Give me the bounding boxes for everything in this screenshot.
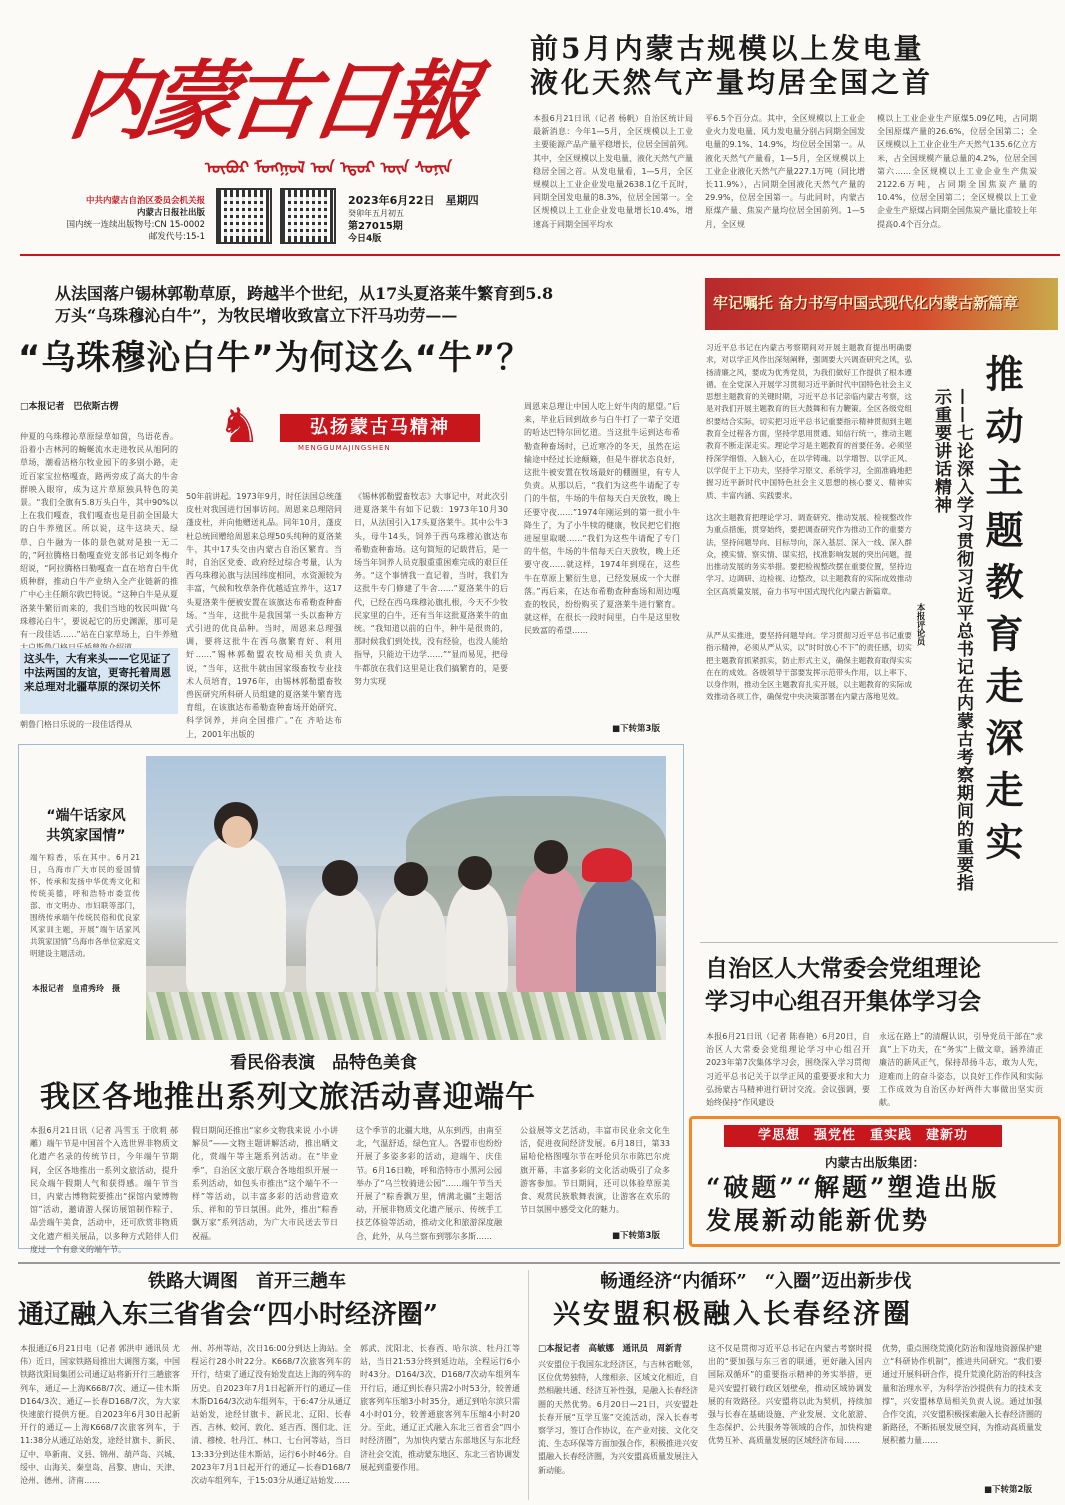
npc-headline-line2: 学习中心组召开集体学习会 [705, 988, 981, 1015]
npc-headline [705, 952, 1057, 1018]
commentary-text-b: 这次主题教育把理论学习、调查研究、推动发展、检视整改作为重点措施，贯穿始终，要把调查研究作为推动工作的重要方法，坚持问题导向、目标导向，深入基层、深入一线、深入群众，摸实情、察实情、谋实招，找准影响发展的突出问题，提出推动发展的务实举措。要把检视整改摆在重要位置，坚持边学习、边调研、边检视、边整改，以主题教育的实际成效推动全区高质量发展，奋力书写中国式现代化内蒙古新篇章。 [706, 513, 912, 596]
npc-headline-line1: 自治区人大常委会党组理论 [705, 955, 981, 982]
mongol-horse-banner [218, 400, 478, 462]
xingan-headline: 兴安盟积极融入长春经济圈 [553, 1299, 913, 1330]
top-story-headline-line1: 前5月内蒙古规模以上发电量 [530, 32, 925, 65]
commentary-byline: 本报评论员 [915, 603, 925, 646]
festival-continued[interactable]: ■下转第3版 [612, 1231, 660, 1241]
masthead-title: 内蒙古日報 [63, 51, 478, 152]
masthead-mongolian-title: ᠦᠪᠦᠷ ᠮᠣᠩᠭᠣᠯ ᠤᠨ ᠡᠳᠦᠷ ᠦᠨ ᠰᠣᠨᠢᠨ [205, 158, 452, 177]
festival-sidebar-title [33, 806, 139, 846]
publishing-slogan: 学思想 强党性 重实践 建新功 [724, 1125, 1002, 1147]
masthead-postal-code: 邮发代号:15-1 [148, 232, 205, 242]
cattle-col3: 《锡林郭勒盟畜牧志》大事记中，对此次引进夏洛莱牛有如下记载：1973年10月30日，从法国引入17头夏洛莱牛。其中公牛3头，母牛14头，饲养于西乌珠穆沁旗达布希勒查种畜场。这句简短的记载背后，是一场当年饲养人员克服重重困难完成的艰巨任务。“这个事情我一直记着，当时，我们为这批牛专门修建了牛舍……”夏洛莱牛的后代，已经在西乌珠穆沁旗扎根，今天不少牧民家里的白牛，还有当年这批夏洛莱牛的血统。“我知道以前的白牛，种牛是很贵的，那时候我们到处找，没有经验，也没人能给指导，只能边干边学……”“显而易见，把母牛都放在我们这里是让我们搞繁育的，是要努力实现 [354, 492, 508, 686]
masthead-pages: 今日4版 [348, 234, 382, 244]
commentary-banner [705, 278, 1058, 330]
railway-kicker: 铁路大调图 首开三趟车 [148, 1271, 346, 1292]
masthead-divider [20, 254, 1060, 256]
red-hat-icon [582, 848, 632, 882]
festival-sidebar-title-line1: “端午话家风 [46, 808, 126, 824]
xingan-byline: □本报记者 高敏娜 通讯员 周新青 [538, 1344, 683, 1354]
banner-title: 弘扬蒙古马精神 [280, 414, 480, 442]
cattle-col1a: 仲夏的乌珠穆沁草原绿草如茵，鸟语花香。沿着小吉林河的蜿蜒流水走进牧民从旭阿的草场，潮看洁格尔牧业园下的多别小路，走近百家宝拉格嘎查，路两旁成了高大的牛舍群映入眼帘，成为这片草原独具特色的美景。“我们全旗有5.8万头白牛，其中90%以上在我们嘎查，我们嘎查也是目前全国最大的白牛养殖区。所以说，这牛这块天、绿草、白牛融为一体的景色就对是独一无二的，”阿拉腾格日勒嘎查党支部书记刘冬梅介绍说，“阿拉腾格日勒嘎查一直在培育白牛优质种群，推动白牛产业纳入全产业链新的推广中心主任额尔敦巴特说。“这种白牛是从夏洛莱牛繁衍而来的，我们当地的牧民叫做‘乌珠穆沁白牛’，要说起它的历史渊源，那可是有一段佳话……”站在白家草场上，白牛养殖 [20, 432, 178, 640]
cattle-kicker-line2: 万头“乌珠穆沁白牛”，为牧民增收致富立下汗马功劳—— [55, 306, 458, 325]
railway-col2: 州、苏州等站，次日16:00分到达上海站。全程运行28小时22分。K668/7次旅客列车的开行，结束了通辽没有始发直达上海的列车的历史。自2023年7月1日起新开行的通辽—佳木斯D164/3次动车组列车，于6:47分从通辽站始发，途经甘旗卡、新民北、辽阳、长春西、吉林、蛟河、敦化、延吉西、图们北、汪清、穆棱、牡丹江、林口、七台河等站，当日13:33分到达佳木斯站，运行6小时46分。自2023年7月1日起开行的通辽—长春D168/7次动车组列车，于15:03分从通辽站始发…… [191, 1344, 351, 1486]
festival-col2: 假日期间还推出“家乡文物我来说 小小讲解员”——文物主题讲解活动，推出晒文化，赏端午等主题系列活动。在“毕业季”，自治区文旅厅联合各地组织开展一系列活动，如包头市推出“这个端午不一样”等活动，以丰富多彩的活动营造欢乐、祥和的节日氛围。此外，推出“粽香飘万家”系列活动，为广大市民送去节日祝福。 [192, 1126, 338, 1241]
masthead-cn-number: 国内统一连续出版物号:CN 15-0002 [66, 220, 205, 230]
qr-code-1-icon[interactable] [216, 188, 272, 244]
xingan-kicker: 畅通经济“内循环” “入圈”迈出新步伐 [600, 1271, 912, 1292]
banner-pinyin: MENGGUMAJINGSHEN [298, 444, 391, 452]
qr-code-2-icon[interactable] [280, 188, 336, 244]
masthead-date: 2023年6月22日 星期四 [348, 194, 479, 207]
railway-col1: 本报通辽6月21日电（记者 郭洪申 通讯员 尤伟）近日，国家铁路局推出大调图方案，中国铁路沈阳局集团公司通辽站将新开行三趟旅客列车，通辽—上海K668/7次、通辽—佳木斯D164/3次、通辽—长春D168/7次，为大家快速旅行提供方便。自2023年6月30日起新开行的通辽—上海K668/7次旅客列车，于11:38分从通辽站始发，途经甘旗卡、新民、辽中、阜新南、义县、锦州、葫芦岛、兴城、绥中、山海关、秦皇岛、昌黎、唐山、天津、沧州、德州、济南…… [20, 1344, 180, 1486]
xingan-col3: 优势，重点围绕荒漠化防治和湿地资源保护建立“科研协作机制”，推进共同研究。“我们要通过开展科研合作，提升荒漠化防治的科技含量和治理水平，为科学治沙提供有力的技术支撑”，兴安盟林草局相关负责人说。通过加强合作交流，兴安盟积极探索融入长春经济圈的新路径，不断拓展发展空间，为推动高质量发展积蓄力量…… [882, 1344, 1042, 1446]
commentary-banner-text: 牢记嘱托 奋力书写中国式现代化内蒙古新篇章 [713, 294, 1019, 312]
commentary-text-a: 习近平总书记在内蒙古考察期间对开展主题教育提出明确要求，对以学正风作出深刻阐释，强调要大兴调查研究之风，弘扬清廉之风，要成为优秀党员，为我们做好工作提供了根本遵循。在全党深入开展学习贯彻习近平新时代中国特色社会主义思想主题教育的关键时期，习近平总书记亲临内蒙古考察，这是对我们开展主题教育的巨大鼓舞和有力鞭策。全区各级党组织要结合实际，切实把习近平总书记重要指示精神贯彻到主题教育全过程各方面，坚持学思用贯通、知信行统一，推动主题教育不断走深走实。理论学习是主题教育的首要任务。必须坚持深学细悟、入脑入心，在以学铸魂、以学增智、以学正风、以学促干上下功夫，坚持学习原文、系统学习，全面准确地把握习近平新时代中国特色社会主义思想的核心要义、精神实质、丰富内涵、实践要求。 [706, 343, 912, 500]
top-story-col2: 平6.5个百分点。其中，全区规模以上工业企业火力发电量、风力发电量分别占同期全国发电量的9.1%、14.9%，均位居全国第一。从液化天然气产量看，1—5月，全区规模以上工业企业液化天然气产量227.1万吨（同比增长11.9%），占同期全国液化天然气产量的29.9%，位居全国第一。与此同时，内蒙古原煤产量、焦炭产量均位居全国前列。1—5月，全区规 [705, 114, 865, 229]
festival-sidebar-text: 端午粽香，乐在其中。6月21日，乌海市广大市民的爱国情怀、传承和发扬中华优秀文化和传统美德，呼和浩特市委宣传部、市文明办、市妇联等部门，围绕传承端午传统民俗和优良家风家训主题，开展“端午话家风 共筑家国情”乌海市各单位家庭文明建设主题活动。 [30, 853, 140, 958]
npc-col1: 本报6月21日讯（记者 陈春艳）6月20日，自治区人大常委会党组理论学习中心组召开2023年第7次集体学习会，围绕深入学习贯彻习近平总书记关于以学正风的重要要求和大力弘扬蒙古马精神进行研讨交流。会议强调，要始终保持“作风建设 [706, 1032, 870, 1108]
publishing-headline-line1: “破题”“解题”塑造出版 [706, 1173, 1000, 1202]
publishing-org: 内蒙古出版集团： [824, 1155, 925, 1170]
masthead-publisher: 内蒙古日报社出版 [136, 208, 205, 218]
commentary-headline: 推动主题教育走深走实 [979, 354, 1024, 874]
cattle-kicker-line1: 从法国落户锡林郭勒草原，跨越半个世纪，从17头夏洛莱牛繁育到5.8 [55, 284, 554, 303]
xingan-col1: 兴安盟位于我国东北经济区，与吉林省毗邻，区位优势独特，人缘相亲、区域文化相近，自然相融共通、经济互补性强，是融入长春经济圈的天然优势。6月20日—21日，兴安盟赴长春开展“互学互鉴”交流活动，深入长春考察学习，签订合作协议，在产业对接、文化交流、生态环保等方面加强合作，积极推进兴安盟融入长春经济圈，为兴安盟高质量发展注入新动能。 [538, 1360, 698, 1475]
cattle-pull-quote: 这头牛，大有来头——它见证了中法两国的友谊，更寄托着周恩来总理对北疆草原的深切关怀 [20, 648, 178, 714]
masthead-dateline [348, 194, 508, 246]
festival-kicker: 看民俗表演 品特色美食 [230, 1053, 417, 1073]
cattle-byline: □本报记者 巴依斯古楞 [20, 402, 119, 412]
festival-sidebar-byline: 本报记者 皇甫秀玲 摄 [32, 984, 120, 993]
masthead-organ: 中共内蒙古自治区委员会机关报 [85, 196, 205, 206]
publishing-headline-line2: 发展新动能新优势 [706, 1206, 931, 1235]
top-story-headline-line2: 液化天然气产量均居全国之首 [530, 66, 934, 99]
horse-icon: ♞ [218, 398, 262, 454]
commentary-text-c: 从严从实推进，要坚持问题导向。学习贯彻习近平总书记重要指示精神，必须从严从实，以“时时放心不下”的责任感，切实把主题教育抓紧抓实，防止形式主义，确保主题教育取得实实在在的成效。各级领导干部要发挥示范带头作用，以上率下、以身作则，推动全区主题教育扎实开展，以主题教育的实际成效推动各项工作，确保党中央决策部署在内蒙古落地见效。 [706, 631, 912, 702]
cattle-col1b: 朝鲁门格日乐说的一段佳话得从 [20, 720, 132, 729]
zongzi-table [146, 992, 666, 1040]
cattle-headline: “乌珠穆沁白牛”为何这么“牛”？ [18, 338, 532, 378]
masthead-issue: 第27015期 [348, 221, 403, 232]
festival-sidebar-title-line2: 共筑家国情” [46, 828, 126, 844]
railway-headline: 通辽融入东三省省会“四小时经济圈” [18, 1300, 438, 1330]
masthead-info [60, 195, 205, 243]
npc-col2: 永远在路上”的清醒认识，引导党员干部在“求真”上下功夫，在“务实”上做文章，涵养清正廉洁的新风正气，保持昂扬斗志，敢为人先，迎难而上的奋斗姿态，以良好工作作风和实际工作成效为自治区办好两件大事做出坚实贡献。 [879, 1032, 1043, 1108]
cattle-col4: 周恩来总理让中国人吃上好牛肉的愿望。”后来，毕业后回到故乡与白牛打了一辈子交道的哈达巴特尔回忆道。当这批牛运到达布希勒查种畜场时，已近寒冷的冬天，虽然在运输途中经过长途颠簸，但是牛群状态良好，这批牛被安置在牧场最好的棚圈里，有专人负责。从那以后，“我们为这些牛请配了专门的牛倌，牛场的牛倌每天白天放牧，晚上还要守夜……”1974年刚运到的第一批小牛降生了，为了小牛犊的健康，牧民把它们抱进屋里取暖……“我们为这些牛请配了专门的牛倌，牛场的牛倌每天白天放牧，晚上还要守夜……就这样，1974年到现在，这些牛在草原上繁衍生息，已经发展成一个大群落。”再后来，在达布希勒查种畜场和周边嘎查的牧民，纷纷购买了夏洛莱牛进行繁育。就这样，在很长一段时间里，白牛是这里牧民致富的希望…… [524, 402, 680, 636]
festival-photo [146, 756, 666, 1040]
top-story-headline [530, 32, 1040, 100]
publishing-headline [706, 1171, 1056, 1237]
festival-headline: 我区各地推出系列文旅活动喜迎端午 [40, 1080, 536, 1115]
cattle-continued[interactable]: ■下转第3版 [612, 724, 660, 734]
festival-col1: 本报6月21日讯（记者 冯雪玉 于欣莉 郝雕）端午节是中国首个入选世界非物质文化遗产名录的传统节日，今年端午节期间，全区各地推出一系列文旅活动，提升民众端午假期人气和获得感。端午节当日，内蒙古博物院要推出“探馆内蒙博物馆”活动，邀请游人探访展馆制作粽子、品尝端午美食，活动中，还可欣赏非物质文化遗产相关展品，以多种方式陪伴人们度过一个有意义的端午节。 [30, 1126, 178, 1254]
cattle-kicker [55, 283, 695, 327]
top-story-col3: 模以上工业企业生产原煤5.09亿吨，占同期全国原煤产量的26.6%，位居全国第二；全区规模以上工业企业生产天然气135.6亿立方米，占全国规模产量总量的4.2%，位居全国第六……全区规模以上工业企业生产焦炭2122.6万吨，占同期全国焦炭产量的10.4%，位居全国第二；全区规模以上工业企业生产原煤占同期全国焦炭产量比重较上年提高0.4个百分点。 [877, 114, 1037, 229]
railway-col3: 郭武、沈阳北、长春西、哈尔滨、牡丹江等站，当日21:53分终到延边站，全程运行6小时43分。D164/3次、D168/7次动车组列车开行后，通辽到长春只需2小时53分，较普通旅客列车压缩3小时35分，通辽到哈尔滨只需4小时01分，较普通旅客列车压缩4小时20分。至此，通辽正式融入东北三省省会“四小时经济圈”，为加快内蒙古东部地区与东北经济社会交流，推动蒙东地区、东北三省协调发展起到重要作用。 [360, 1344, 520, 1472]
cattle-col2: 50年前讲起。1973年9月，时任法国总统蓬皮杜对我国进行国事访问。周恩来总理陪同蓬皮杜，并向他赠送礼品。同年10月，蓬皮杜总统回赠给周恩来总理50头纯种的夏洛莱牛，其中17头交由内蒙古自治区繁育。当时，自治区党委、政府经过综合考量，认为西乌珠穆沁旗与法国纬度相同，水资源较为丰富，气候和牧草条件优越适宜养牛，这17头夏洛莱牛便被安置在该旗达布希勒查种畜场。“当年，这批牛是我国第一头以畜种方式引进的优良品种。当时，周恩来总理强调，要将这批牛在西乌旗繁育好、利用好……”锡林郭勒盟农牧局相关负责人说，“当年，这批牛就由国家级畜牧专业技术人员培育，1976年，由锡林郭勒盟畜牧兽医研究所科研人员组建的夏洛莱牛繁育选育组，在该旗达布希勒查种畜场开始研究、科学饲养，并向全国推广。”在 齐哈达布 上，2001年出版的 [186, 492, 342, 739]
commentary-subheadline: ——七论深入学习贯彻习近平总书记在内蒙古考察期间的重要指示重要讲话精神 [931, 388, 973, 892]
festival-col3: 这个季节的北疆大地，从东到西，由南至北，气温舒适，绿色宜人。各盟市也纷纷开展了多姿多彩的活动，迎端午、庆佳节。6月16日晚，呼和浩特市小黑河公园举办了“乌兰牧骑进公园”……端午节当天开展了“粽香飘万里，情满北疆”主题活动，开展非物质文化遗产展示、传统手工技艺体验等活动，推动文化和旅游深度融合，此外，从乌兰察布到鄂尔多斯…… [356, 1126, 502, 1241]
publishing-highlight-frame[interactable] [689, 1116, 1061, 1247]
festival-col4: 公益展等文艺活动，丰富市民业余文化生活，促进夜间经济发展。6月18日，第33届哈伦格图嘎尔节在呼伦贝尔市陈巴尔虎旗开幕，丰富多彩的文化活动吸引了众多游客参加。节日期间，还可以体验草原美食、观赏民族歌舞表演，让游客在欢乐的节日氛围中感受文化的魅力。 [520, 1126, 670, 1215]
top-story-col1: 本报6月21日讯（记者 杨帆）自治区统计局最新消息：今年1—5月，全区规模以上工业主要能源产品产量平稳增长，位居全国前列。其中，全区规模以上发电量、液化天然气产量稳居全国之首。从发电量看，1—5月，全区规模以上工业企业发电量2638.1亿千瓦时，同期全国发电量的8.3%，位居全国第一。全区规模以上工业企业发电量增长10.4%，增速高于同期全国平均水 [533, 114, 693, 229]
masthead-lunar: 癸卯年五月初五 [348, 209, 404, 218]
xingan-continued[interactable]: ■下转第2版 [984, 1485, 1032, 1495]
xingan-col2: 这不仅是贯彻习近平总书记在内蒙古考察时提出的“要加强与东三省的联通，更好融入国内国际双循环”的重要指示精神的务实举措，更是兴安盟打破行政区划壁垒，推动区域协调发展的有效路径。兴安盟将以此为契机，持续加强与长春在基础设施、产业发展、文化旅游、生态保护、公共服务等领域的合作，加快构建优势互补、高质量发展的区域经济布局…… [708, 1344, 872, 1446]
